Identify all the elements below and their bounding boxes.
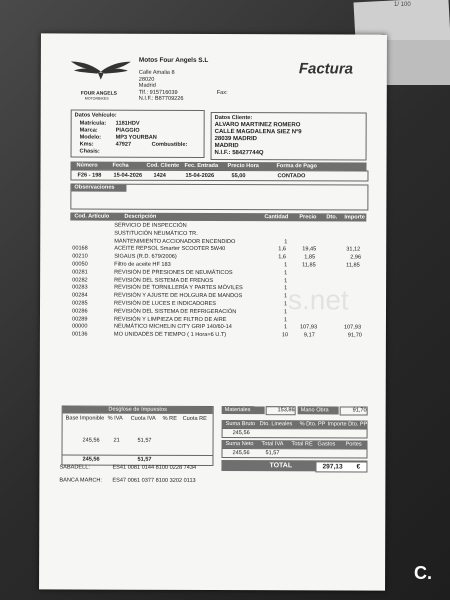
tax-header-vat-pct: % IVA: [107, 415, 123, 422]
item-description: REVISIÓN Y LIMPIEZA DE FILTRO DE AIRE: [113, 316, 227, 323]
item-quantity: 1: [283, 316, 288, 323]
table-row: [70, 238, 366, 245]
vehicle-plate-label: Matrícula:: [79, 120, 107, 127]
vehicle-kms-label: Kms:: [79, 141, 94, 148]
vehicle-heading: Datos Vehículo:: [74, 112, 117, 119]
items-header-description: Descripción: [124, 213, 157, 220]
client-box: [211, 112, 367, 161]
items-header-amount: Importe: [344, 214, 365, 221]
item-quantity: 10: [281, 332, 289, 339]
tax-header-row: [63, 414, 213, 423]
expenses-label: Gastos: [317, 441, 336, 448]
meta-header-client-code: Cod. Cliente: [146, 162, 180, 169]
meta-header-entry-date: Fec. Entrada: [184, 162, 219, 170]
invoice-sheet: [39, 33, 387, 590]
item-quantity: 1: [284, 293, 288, 300]
company-line: N.I.F.: B87709226: [138, 96, 184, 103]
materials-value: 153,86: [266, 406, 296, 415]
item-price: 107,93: [299, 324, 318, 331]
company-line: Calle Amalia 8: [138, 69, 175, 76]
item-quantity: 1: [284, 301, 288, 308]
payment-method: CONTADO: [277, 173, 306, 180]
total-re-label: Total RE: [291, 441, 313, 448]
item-code: 00281: [72, 269, 88, 276]
item-quantity: 1: [283, 309, 288, 316]
bank-march-label: BANCA MARCH:: [59, 477, 103, 484]
pp-discount-amount-label: Importe Dto. PP: [327, 421, 368, 428]
observations-label: Observaciones: [71, 185, 126, 192]
item-price: 19,45: [302, 246, 317, 253]
table-row: [70, 331, 366, 339]
company-line: Tlf.: 915716039: [138, 89, 178, 96]
company-line: 28020: [138, 76, 155, 83]
item-amount: 91,70: [347, 332, 362, 339]
table-row: [70, 245, 366, 253]
tax-base: 245,56: [82, 437, 100, 444]
items-header-quantity: Cantidad: [264, 214, 289, 221]
pp-discount-pct-label: % Dto. PP: [299, 421, 326, 428]
item-quantity: 1: [284, 238, 288, 245]
total-value: 297,13: [322, 463, 343, 471]
vehicle-model: MP3 YOURBAN: [115, 134, 157, 141]
item-price: 9,17: [303, 332, 315, 339]
document-title: Factura: [298, 60, 354, 78]
item-code: 00168: [72, 245, 88, 252]
client-line: CALLE MAGDALENA SIEZ Nº9: [214, 129, 302, 136]
meta-value-row: [70, 170, 368, 182]
materials-label: Materiales: [222, 406, 265, 414]
item-description: SIGAUS (R.D. 679/2006): [114, 253, 177, 261]
meta-header-hour-price: Precio Hora: [227, 163, 259, 170]
item-code: 00286: [71, 308, 88, 315]
item-quantity: 1: [284, 277, 288, 284]
client-heading: Datos Cliente:: [214, 115, 253, 122]
gross-value: 245,56: [232, 430, 250, 437]
table-row: [70, 261, 366, 269]
item-price: 11,85: [302, 262, 316, 269]
labour-label: Mano Obra: [298, 406, 339, 414]
vehicle-kms: 47927: [115, 141, 132, 148]
fax-label: Fax:: [216, 90, 228, 97]
item-quantity: 1: [284, 262, 288, 269]
item-code: 00136: [71, 331, 88, 338]
table-row: [70, 230, 366, 237]
invoice-date: 15-04-2026: [113, 172, 143, 179]
watermark: s.net: [287, 284, 349, 316]
item-description: NEUMÁTICO MICHELIN CITY GRIP 140/60-14: [113, 324, 232, 331]
item-amount: 107,93: [343, 324, 362, 331]
total-vat-label: Total IVA: [261, 441, 284, 448]
meta-header-date: Fecha: [112, 162, 129, 169]
item-quantity: 1,6: [278, 246, 287, 253]
bank-sabadell-iban: ES41 0081 0144 8100 0228 7434: [112, 464, 197, 471]
labour-value: 91,70: [340, 406, 368, 415]
table-row: [70, 253, 366, 261]
item-description: REVISIÓN DEL SISTEMA DE FRENOS: [114, 277, 214, 284]
background-paper-2: [385, 40, 450, 85]
item-amount: 31,12: [346, 246, 361, 253]
items-header-price: Precio: [299, 214, 317, 221]
total-vat-value: 51,57: [265, 450, 280, 457]
item-code: 00284: [72, 292, 88, 299]
item-description: SERVICIO DE INSPECCIÓN: [114, 222, 187, 229]
brand-name: FOUR ANGELS: [80, 90, 117, 97]
item-description: REVISIÓN DEL SISTEMA DE REFRIGERACIÓN: [113, 308, 237, 315]
company-address: [139, 70, 184, 103]
tax-title: Desglose de Impuestos: [63, 406, 213, 414]
tax-total-vat: 51,57: [137, 456, 152, 463]
item-code: 00289: [71, 316, 88, 323]
tax-header-base: Base Imponible: [65, 415, 105, 422]
summary-box: [221, 406, 367, 487]
line-discount-label: Dto. Lineales: [259, 421, 293, 428]
item-price: 1,85: [304, 254, 316, 261]
invoice-number: F26 - 198: [77, 172, 102, 179]
item-description: MANTENIMIENTO ACCIONADOR ENCENDIDO: [114, 238, 236, 245]
company-name: Motos Four Angels S.L: [138, 56, 209, 64]
meta-header-payment: Forma de Pago: [276, 163, 317, 170]
net-header-label: Suma Neto: [225, 441, 254, 448]
entry-date: 15-04-2026: [185, 172, 215, 180]
total-label: TOTAL: [269, 462, 293, 470]
client-details: [215, 122, 302, 157]
company-line: Madrid: [138, 82, 156, 89]
tax-vat-pct: 21: [113, 437, 120, 444]
wings-logo-icon: [71, 58, 131, 94]
currency-symbol: €: [356, 463, 361, 471]
tax-header-re-amount: Cuota RE: [182, 415, 207, 422]
gross-header-label: Suma Bruto: [225, 421, 256, 428]
item-code: 00210: [72, 253, 88, 260]
corner-logo-mark: C.: [414, 563, 432, 583]
brand-sub: MOTORBIKES: [84, 96, 109, 101]
vehicle-brand-label: Marca:: [79, 127, 98, 134]
tax-header-re-pct: % RE: [162, 415, 177, 422]
table-row: [70, 323, 366, 331]
item-description: REVISIÓN DE TORNILLERÍA Y PARTES MÓVILES: [114, 285, 243, 292]
item-quantity: 1: [284, 270, 288, 277]
table-row: [70, 277, 366, 284]
tax-vat-amount: 51,57: [137, 437, 152, 444]
gross-value-row: [222, 428, 368, 439]
bank-sabadell-label: SABADELL:: [59, 464, 90, 471]
item-description: MO UNIDADES DE TIEMPO ( 1 Hora=6 U.T): [113, 331, 227, 339]
client-line: ALVARO MARTINEZ ROMERO: [214, 122, 301, 129]
total-value-box: [315, 461, 367, 472]
observations-box: [70, 184, 368, 211]
client-line: 28039 MADRID: [214, 136, 257, 143]
item-code: 00283: [72, 284, 88, 291]
item-description: REVISIÓN DE LUCES E INDICADORES: [114, 300, 216, 308]
shipping-label: Portes: [345, 441, 362, 448]
client-line: N.I.F.: 58427744Q: [214, 150, 264, 157]
items-header-discount: Dto.: [326, 214, 338, 221]
vehicle-chassis-label: Chasis:: [79, 148, 100, 155]
background-corner-text: 1/ 100: [394, 2, 411, 8]
vehicle-fuel-label: Combustible:: [151, 141, 188, 148]
vehicle-brand: PIAGGIO: [115, 127, 140, 134]
vehicle-box: [71, 110, 205, 158]
items-header-code: Cod. Artículo: [74, 213, 110, 220]
net-value-row: [221, 448, 367, 459]
table-row: [70, 269, 366, 277]
item-quantity: 1,6: [278, 254, 286, 261]
item-description: REVISIÓN DE PRESIONES DE NEUMÁTICOS: [114, 269, 233, 276]
tax-breakdown-box: [61, 405, 213, 466]
hour-price: 55,00: [231, 173, 246, 180]
item-quantity: 1: [284, 285, 288, 292]
item-code: 00285: [72, 300, 88, 307]
item-code: 00000: [71, 323, 88, 330]
tax-header-vat-amount: Cuota IVA: [130, 415, 156, 422]
tax-total-base: 245,56: [82, 456, 100, 463]
item-description: SUSTITUCIÓN NEUMÁTICO TR.: [114, 230, 198, 237]
items-header-row: [70, 213, 366, 222]
client-line: MADRID: [214, 143, 239, 150]
item-code: 00282: [72, 277, 88, 284]
net-value: 245,56: [232, 450, 250, 457]
vehicle-plate: 1181HDV: [115, 120, 140, 127]
item-code: 00050: [72, 261, 88, 268]
item-quantity: 1: [283, 324, 288, 331]
item-description: ACEITE REPSOL Smarter SCOOTER 5W40: [114, 246, 226, 253]
item-amount: 2,96: [350, 254, 362, 261]
meta-header-number: Número: [76, 162, 98, 169]
item-amount: 11,85: [346, 262, 360, 269]
vehicle-model-label: Modelo:: [79, 134, 102, 141]
item-description: Filtro de aceite HF 183: [114, 261, 171, 268]
client-code: 1424: [153, 172, 166, 179]
item-description: REVISIÓN Y AJUSTE DE HOLGURA DE MANDOS: [114, 292, 243, 300]
table-row: [70, 222, 366, 229]
bank-march-iban: ES47 0061 0377 8100 3202 0113: [112, 477, 196, 484]
